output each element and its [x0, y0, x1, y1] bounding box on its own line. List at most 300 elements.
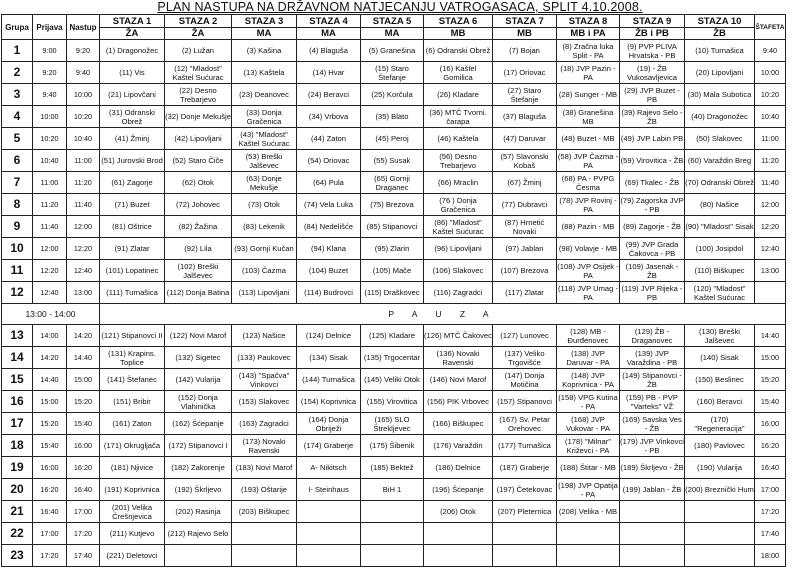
schedule-row — [2, 282, 786, 304]
team-cell-staza-1: (201) Velika Črešnjevica — [100, 501, 165, 523]
team-cell-staza-9 — [620, 545, 685, 567]
rows-after-break — [2, 325, 786, 567]
stafeta-time: 11:20 — [755, 150, 786, 172]
stafeta-time: 12:40 — [755, 238, 786, 260]
schedule-row — [2, 216, 786, 238]
header-cat-7: MB — [493, 28, 557, 40]
team-cell-staza-8: (98) Volavje - MB — [557, 238, 620, 260]
team-cell-staza-1: (11) Vis — [100, 62, 165, 84]
team-cell-staza-9: (189) Škrljevo - ŽB — [620, 457, 685, 479]
rows-before-break — [2, 40, 786, 304]
schedule-row — [2, 128, 786, 150]
stafeta-time: 10:40 — [755, 106, 786, 128]
team-cell-staza-9: (159) PB - PVP "Varteks" VŽ — [620, 391, 685, 413]
team-cell-staza-5: (65) Gornji Draganec — [361, 172, 424, 194]
schedule-row — [2, 84, 786, 106]
break-label: P A U Z A — [100, 304, 786, 325]
team-cell-staza-3: (133) Paukovec — [232, 347, 297, 369]
team-cell-staza-2: (22) Desno Trebarjevo — [165, 84, 232, 106]
team-cell-staza-9: (79) Zagorska JVP - PB — [620, 195, 684, 214]
prijava-time: 12:00 — [33, 238, 67, 260]
team-cell-staza-6: (76 ) Donja Gračenica — [424, 194, 493, 216]
team-cell-staza-6: (116) Zagradci — [424, 282, 493, 304]
team-cell-staza-6: (126) MTČ Čakovec — [424, 325, 493, 347]
team-cell-staza-7 — [493, 523, 557, 545]
schedule-row — [2, 106, 786, 128]
group-number: 15 — [2, 369, 33, 391]
team-cell-staza-1: (191) Koprivnica — [100, 479, 165, 501]
team-cell-staza-10: (200) Breznički Hum — [685, 479, 755, 501]
group-number: 20 — [2, 479, 33, 501]
team-cell-staza-3: (163) Zagradci — [232, 413, 297, 435]
team-cell-staza-3: (123) Našice — [232, 325, 297, 347]
team-cell-staza-3: (103) Čazma — [232, 260, 297, 282]
team-cell-staza-5: (105) Mače — [361, 260, 424, 282]
team-cell-staza-4: (164) Donja Obriježi — [297, 413, 361, 435]
team-cell-staza-10: (120) "Mladost" Kaštel Sućurac — [685, 282, 755, 304]
team-cell-staza-7: (207) Pleternica — [493, 501, 557, 523]
team-cell-staza-5: (35) Blato — [361, 106, 424, 128]
nastup-time: 17:20 — [67, 523, 100, 545]
team-cell-staza-3: (23) Deanovec — [232, 84, 297, 106]
team-cell-staza-2: (212) Rajevo Selo — [165, 523, 232, 545]
team-cell-staza-5: (115) Draškovec — [361, 282, 424, 304]
team-cell-staza-3: (173) Novaki Ravenski — [232, 435, 297, 457]
team-cell-staza-2: (202) Rasinja — [165, 501, 232, 523]
team-cell-staza-9: (19) - ŽB Vukosavljevica — [620, 62, 685, 84]
team-cell-staza-3: (63) Donje Mekušje — [232, 172, 297, 194]
team-cell-staza-1: (151) Bribir — [100, 391, 165, 413]
schedule-row — [2, 501, 786, 523]
nastup-time: 11:00 — [67, 150, 100, 172]
team-cell-staza-9: (129) ŽB - Draganovec — [620, 325, 685, 347]
team-cell-staza-3: (83) Lekenik — [232, 216, 297, 238]
group-number: 22 — [2, 523, 33, 545]
team-cell-staza-3: (203) Biškupec — [232, 501, 297, 523]
schedule-row — [2, 435, 786, 457]
team-cell-staza-7 — [493, 545, 557, 567]
schedule-row — [2, 347, 786, 369]
team-cell-staza-3: (53) Breški Jalševec — [232, 150, 297, 172]
prijava-time: 16:00 — [33, 457, 67, 479]
team-cell-staza-9: (169) Savska Ves - ŽB — [620, 413, 685, 435]
team-cell-staza-2: (82) Žažina — [165, 216, 232, 238]
team-cell-staza-7: (127) Lunovec — [493, 325, 557, 347]
team-cell-staza-2: (2) Lužan — [165, 40, 232, 62]
team-cell-staza-4: (144) Turnašica — [297, 369, 361, 391]
team-cell-staza-3: (153) Slakovec — [232, 391, 297, 413]
stafeta-time: 9:40 — [755, 40, 786, 62]
team-cell-staza-4: (104) Buzet — [297, 260, 361, 282]
team-cell-staza-5: (55) Susak — [361, 150, 424, 172]
team-cell-staza-7: (137) Veliko Trgovišće — [493, 347, 557, 369]
team-cell-staza-9: (109) Jasenak - ŽB — [620, 260, 685, 282]
team-cell-staza-6: (186) Delnice — [424, 457, 493, 479]
prijava-time: 17:00 — [33, 523, 67, 545]
team-cell-staza-9 — [620, 523, 685, 545]
stafeta-time — [755, 282, 786, 304]
team-cell-staza-6: (66) Mraclin — [424, 172, 493, 194]
header-cat-10: ŽB — [685, 28, 755, 40]
nastup-time: 13:00 — [67, 282, 100, 304]
team-cell-staza-6: (96) Lipovljani — [424, 238, 493, 260]
team-cell-staza-2: (152) Donja Vlahinička — [165, 391, 232, 413]
stafeta-time: 12:00 — [755, 194, 786, 216]
stafeta-time: 17:00 — [755, 479, 786, 501]
team-cell-staza-10: (110) Biškupec — [685, 260, 755, 282]
team-cell-staza-8: (148) JVP Koprivnica - PA — [557, 369, 620, 391]
team-cell-staza-10: (20) Lipovljani — [685, 62, 755, 84]
prijava-time: 11:20 — [33, 194, 67, 216]
group-number: 12 — [2, 282, 33, 304]
stafeta-time: 16:20 — [755, 435, 786, 457]
nastup-time: 15:00 — [67, 369, 100, 391]
team-cell-staza-5: (155) Virovitica — [361, 391, 424, 413]
team-cell-staza-10: (10) Turnašica — [685, 40, 755, 62]
team-cell-staza-1: (161) Zaton — [100, 413, 165, 435]
team-cell-staza-5: (85) Stipanovci — [361, 216, 424, 238]
stafeta-time: 10:20 — [755, 84, 786, 106]
team-cell-staza-1: (71) Buzet — [100, 194, 165, 216]
team-cell-staza-5: (5) Granešina — [361, 40, 424, 62]
nastup-time: 12:00 — [67, 216, 100, 238]
prijava-time: 10:40 — [33, 150, 67, 172]
prijava-time: 10:00 — [33, 106, 67, 128]
team-cell-staza-2: (42) Lipovljani — [165, 128, 232, 150]
team-cell-staza-5: (135) Trgocentar — [361, 347, 424, 369]
team-cell-staza-7: (117) Zlatar — [493, 282, 557, 304]
team-cell-staza-3: (143) "Spačva" Vinkovci — [232, 369, 297, 391]
team-cell-staza-5 — [361, 523, 424, 545]
group-number: 16 — [2, 391, 33, 413]
stafeta-time: 18:00 — [755, 545, 786, 567]
team-cell-staza-6: (36) MTČ Tvorni. čarapa — [424, 106, 493, 128]
group-number: 23 — [2, 545, 33, 567]
group-number: 5 — [2, 128, 33, 150]
header-staza-1: STAZA 1 — [100, 15, 165, 28]
team-cell-staza-10: (80) Našice — [685, 194, 755, 216]
team-cell-staza-2: (182) Zakorenje — [165, 457, 232, 479]
team-cell-staza-1: (51) Jurovski Brod — [100, 150, 165, 172]
team-cell-staza-7: (147) Donja Motičina — [493, 369, 557, 391]
team-cell-staza-9: (49) JVP Labin PB — [620, 128, 685, 150]
team-cell-staza-4: (134) Sisak — [297, 347, 361, 369]
prijava-time: 9:40 — [33, 84, 67, 106]
header-staza-4: STAZA 4 — [297, 15, 361, 28]
prijava-time: 11:40 — [33, 216, 67, 238]
team-cell-staza-6: (106) Slakovec — [424, 260, 493, 282]
prijava-time: 15:00 — [33, 391, 67, 413]
team-cell-staza-7: (187) Graberje — [493, 457, 557, 479]
team-cell-staza-8: (58) JVP Čazma - PA — [557, 151, 619, 170]
team-cell-staza-1: (111) Turnašica — [100, 282, 165, 304]
team-cell-staza-10: (50) Slakovec — [685, 128, 755, 150]
team-cell-staza-1: (91) Zlatar — [100, 238, 165, 260]
team-cell-staza-5: (95) Zlarin — [361, 238, 424, 260]
team-cell-staza-9 — [620, 501, 685, 523]
prijava-time: 17:20 — [33, 545, 67, 567]
team-cell-staza-6: (146) Novi Marof — [424, 369, 493, 391]
team-cell-staza-7: (17) Oriovac — [493, 62, 557, 84]
nastup-time: 17:40 — [67, 545, 100, 567]
team-cell-staza-4: (174) Graberje — [297, 435, 361, 457]
team-cell-staza-3: (93) Gornji Kučan — [232, 238, 297, 260]
schedule-table — [1, 14, 786, 567]
header-cat-2: ŽA — [165, 28, 232, 40]
team-cell-staza-6 — [424, 545, 493, 567]
nastup-time: 9:20 — [67, 40, 100, 62]
team-cell-staza-9: (69) Tkalec - ŽB — [620, 172, 685, 194]
schedule-row — [2, 369, 786, 391]
group-number: 8 — [2, 194, 33, 216]
team-cell-staza-10: (160) Beravci — [685, 391, 755, 413]
team-cell-staza-10: (180) Pavlovec — [685, 435, 755, 457]
team-cell-staza-7: (47) Daruvar — [493, 128, 557, 150]
header-cat-6: MB — [424, 28, 493, 40]
header-nastup: Nastup — [67, 15, 100, 40]
nastup-time: 15:40 — [67, 413, 100, 435]
team-cell-staza-8: (168) JVP Vukovar - PA — [557, 413, 620, 435]
team-cell-staza-5: (145) Veliki Otok — [361, 369, 424, 391]
header-staza-5: STAZA 5 — [361, 15, 424, 28]
team-cell-staza-5: (15) Staro Štefanje — [361, 62, 424, 84]
team-cell-staza-7: (87) Hrnetić Novaki — [493, 216, 557, 238]
break-section — [2, 304, 786, 325]
stafeta-time: 17:20 — [755, 501, 786, 523]
team-cell-staza-3: (43) "Mladost" Kaštel Sućurac — [232, 128, 297, 150]
team-cell-staza-3: (33) Donja Gračenica — [232, 106, 297, 128]
header-staza-10: STAZA 10 — [685, 15, 755, 28]
team-cell-staza-5 — [361, 501, 424, 523]
team-cell-staza-3: (193) Oštarije — [232, 479, 297, 501]
header-cat-3: MA — [232, 28, 297, 40]
team-cell-staza-8: (88) Pazin - MB — [557, 216, 620, 238]
team-cell-staza-5: (175) Šibenik — [361, 435, 424, 457]
team-cell-staza-8: (198) JVP Opatija - PA — [558, 480, 618, 499]
team-cell-staza-4: (64) Pula — [297, 172, 361, 194]
nastup-time: 11:20 — [67, 172, 100, 194]
header-cat-1: ŽA — [100, 28, 165, 40]
team-cell-staza-7: (197) Četekovac — [493, 479, 557, 501]
team-cell-staza-5 — [361, 545, 424, 567]
team-cell-staza-6: (176) Varaždin — [424, 435, 493, 457]
group-number: 6 — [2, 150, 33, 172]
group-number: 2 — [2, 62, 33, 84]
header-staza-8: STAZA 8 — [557, 15, 620, 28]
team-cell-staza-9: (59) Virovitica - ŽB — [620, 150, 685, 172]
stafeta-time: 14:40 — [755, 325, 786, 347]
team-cell-staza-4: (14) Hvar — [297, 62, 361, 84]
team-cell-staza-8: (158) VPG Kutina - PA — [558, 392, 618, 411]
team-cell-staza-9: (139) JVP Varaždina - PB — [620, 347, 685, 369]
nastup-time: 10:00 — [67, 84, 100, 106]
team-cell-staza-8: (188) Štitar - MB — [557, 457, 620, 479]
team-cell-staza-6: (6) Odranski Obrež — [424, 40, 493, 62]
group-number: 14 — [2, 347, 33, 369]
header-stafeta: ŠTAFETA — [755, 15, 786, 40]
schedule-row — [2, 457, 786, 479]
team-cell-staza-3: (183) Novi Marof — [232, 457, 297, 479]
prijava-time: 14:40 — [33, 369, 67, 391]
team-cell-staza-4: (84) Nedelišće — [297, 216, 361, 238]
team-cell-staza-8: (38) Granešina MB — [557, 106, 620, 128]
team-cell-staza-9: (149) Stipanovci - ŽB — [620, 369, 685, 391]
prijava-time: 11:00 — [33, 172, 67, 194]
team-cell-staza-5: (185) Bektež — [361, 457, 424, 479]
nastup-time: 9:40 — [67, 62, 100, 84]
group-number: 21 — [2, 501, 33, 523]
prijava-time: 12:40 — [33, 282, 67, 304]
team-cell-staza-4: (34) Vrbova — [297, 106, 361, 128]
team-cell-staza-7: (77) Dubravci — [493, 194, 557, 216]
team-cell-staza-7: (177) Turnašica — [493, 435, 557, 457]
team-cell-staza-10: (170) "Regeneracija" — [685, 413, 755, 435]
team-cell-staza-2: (12) "Mladost" Kaštel Sućurac — [165, 62, 232, 84]
team-cell-staza-8: (18) JVP Pazin - PA — [557, 62, 620, 84]
team-cell-staza-2: (62) Otok — [165, 172, 232, 194]
schedule-row — [2, 172, 786, 194]
team-cell-staza-3 — [232, 523, 297, 545]
team-cell-staza-2: (172) Stipanovci I — [165, 435, 232, 457]
team-cell-staza-8: (8) Zračna luka Split - PA — [557, 40, 620, 62]
header-cat-8: MB i PA — [557, 28, 620, 40]
header-staza-2: STAZA 2 — [165, 15, 232, 28]
nastup-time: 12:20 — [67, 238, 100, 260]
team-cell-staza-4: (44) Zaton — [297, 128, 361, 150]
team-cell-staza-9: (39) Rajevo Selo - ŽB — [621, 107, 683, 126]
team-cell-staza-5: (75) Brezova — [361, 194, 424, 216]
schedule-row — [2, 194, 786, 216]
stafeta-time: 15:40 — [755, 391, 786, 413]
team-cell-staza-2: (132) Sigetec — [165, 347, 232, 369]
header-cat-4: MA — [297, 28, 361, 40]
team-cell-staza-10: (30) Mala Subotica — [685, 84, 755, 106]
team-cell-staza-8: (108) JVP Osijek - PA — [557, 261, 619, 280]
stafeta-time: 11:00 — [755, 128, 786, 150]
stafeta-time: 16:00 — [755, 413, 786, 435]
team-cell-staza-9: (179) JVP Vinkovci - PB — [620, 436, 684, 455]
team-cell-staza-1: (81) Oštrice — [100, 216, 165, 238]
header-staza-7: STAZA 7 — [493, 15, 557, 28]
team-cell-staza-3: (73) Otok — [232, 194, 297, 216]
team-cell-staza-10: (70) Odranski Obrež — [685, 172, 755, 194]
team-cell-staza-8: (68) PA - PVPG Česma — [557, 172, 620, 194]
team-cell-staza-10: (90) "Mladost" Sisak — [685, 216, 755, 238]
team-cell-staza-2 — [165, 545, 232, 567]
header-grupa: Grupa — [2, 15, 33, 40]
schedule-row — [2, 523, 786, 545]
nastup-time: 12:40 — [67, 260, 100, 282]
nastup-time: 10:20 — [67, 106, 100, 128]
team-cell-staza-4: (54) Oriovac — [297, 150, 361, 172]
header-prijava: Prijava — [33, 15, 67, 40]
team-cell-staza-1: (131) Krapins. Toplice — [100, 347, 165, 369]
team-cell-staza-9: (9) PVP PLIVA Hrvatska - PB — [620, 40, 685, 62]
schedule-row — [2, 40, 786, 62]
team-cell-staza-2: (102) Breški Jalševec — [165, 260, 232, 282]
schedule-row — [2, 413, 786, 435]
team-cell-staza-7: (157) Stipanovci — [493, 391, 557, 413]
team-cell-staza-5: (25) Korčula — [361, 84, 424, 106]
group-number: 11 — [2, 260, 33, 282]
team-cell-staza-4: A- Nikitsch — [297, 457, 361, 479]
stafeta-time: 15:20 — [755, 369, 786, 391]
team-cell-staza-8: (48) Buzet - MB — [557, 128, 620, 150]
team-cell-staza-4: (94) Klana — [297, 238, 361, 260]
nastup-time: 17:00 — [67, 501, 100, 523]
team-cell-staza-7: (27) Staro Štefanje — [493, 84, 557, 106]
header-cat-9: ŽB i PB — [620, 28, 685, 40]
break-time: 13:00 - 14:00 — [2, 304, 100, 325]
prijava-time: 16:40 — [33, 501, 67, 523]
team-cell-staza-7: (37) Blaguša — [493, 106, 557, 128]
group-number: 18 — [2, 435, 33, 457]
team-cell-staza-4 — [297, 545, 361, 567]
team-cell-staza-4 — [297, 501, 361, 523]
team-cell-staza-9: (89) Zagorje - ŽB — [620, 216, 685, 238]
team-cell-staza-1: (221) Deletovci — [100, 545, 165, 567]
team-cell-staza-7: (7) Bojan — [493, 40, 557, 62]
team-cell-staza-2: (162) Šćepanje — [165, 413, 232, 435]
team-cell-staza-6: (46) Kaštela — [424, 128, 493, 150]
team-cell-staza-2: (32) Donje Mekušje — [165, 106, 232, 128]
team-cell-staza-8 — [557, 545, 620, 567]
group-number: 10 — [2, 238, 33, 260]
team-cell-staza-5: BiH 1 — [361, 479, 424, 501]
team-cell-staza-10: (190) Vularija — [685, 457, 755, 479]
group-number: 17 — [2, 413, 33, 435]
group-number: 19 — [2, 457, 33, 479]
team-cell-staza-8: (78) JVP Rovinj - PA — [557, 194, 620, 216]
team-cell-staza-1: (61) Zagorje — [100, 172, 165, 194]
team-cell-staza-7: (57) Slavonski Kobaš — [493, 150, 557, 172]
team-cell-staza-6 — [424, 523, 493, 545]
team-cell-staza-4: (24) Beravci — [297, 84, 361, 106]
team-cell-staza-10: (130) Breški Jalševec — [685, 325, 755, 347]
team-cell-staza-2: (92) Lila — [165, 238, 232, 260]
team-cell-staza-1: (21) Lipovčani — [100, 84, 165, 106]
stafeta-time: 15:00 — [755, 347, 786, 369]
team-cell-staza-1: (101) Lopatinec — [100, 260, 165, 282]
team-cell-staza-10: (40) Dragonožec — [685, 106, 755, 128]
nastup-time: 14:20 — [67, 325, 100, 347]
team-cell-staza-2: (72) Johovec — [165, 194, 232, 216]
team-cell-staza-6: (196) Šćepanje — [424, 479, 493, 501]
team-cell-staza-10 — [685, 545, 755, 567]
stafeta-time: 12:20 — [755, 216, 786, 238]
schedule-row — [2, 391, 786, 413]
schedule-row — [2, 150, 786, 172]
team-cell-staza-1: (141) Štefanec — [100, 369, 165, 391]
team-cell-staza-1: (31) Odranski Obrež — [100, 106, 165, 128]
team-cell-staza-2: (122) Novi Marof — [165, 325, 232, 347]
prijava-time: 12:20 — [33, 260, 67, 282]
team-cell-staza-2: (112) Donja Batina — [165, 282, 232, 304]
team-cell-staza-6: (16) Kaštel Gomilica — [424, 62, 493, 84]
team-cell-staza-8 — [557, 523, 620, 545]
team-cell-staza-1: (181) Njivice — [100, 457, 165, 479]
schedule-row — [2, 238, 786, 260]
team-cell-staza-8: (118) JVP Umag - PA — [557, 283, 619, 302]
team-cell-staza-3: (113) Lipovljani — [232, 282, 297, 304]
schedule-row — [2, 325, 786, 347]
team-cell-staza-2: (52) Starо Čiče — [165, 150, 232, 172]
header-staza-3: STAZA 3 — [232, 15, 297, 28]
team-cell-staza-4: (114) Budrovci — [297, 282, 361, 304]
team-cell-staza-4: I- Steinhaus — [297, 479, 361, 501]
nastup-time: 16:00 — [67, 435, 100, 457]
team-cell-staza-8: (208) Velika - MB — [557, 501, 620, 523]
